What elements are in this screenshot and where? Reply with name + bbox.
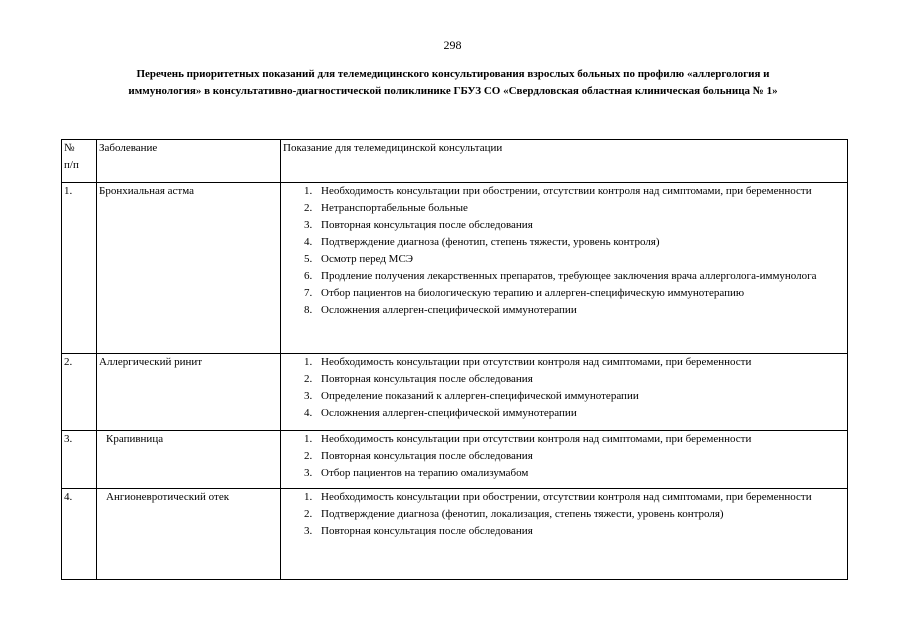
- item-text: Необходимость консультации при обострении, отсутствии контроля над симптомами, при беременности: [321, 185, 812, 197]
- indication-cell: [281, 431, 848, 489]
- header-disease: Заболевание: [97, 140, 281, 183]
- table-header-row: [62, 140, 848, 183]
- item-number: 4.: [304, 236, 313, 248]
- indication-list: [283, 183, 847, 319]
- item-number: 3.: [304, 219, 313, 231]
- item-number: 4.: [304, 407, 313, 419]
- item-number: 2.: [304, 450, 313, 462]
- item-number: 7.: [304, 287, 313, 299]
- item-text: Продление получения лекарственных препаратов, требующее заключения врача аллерголога-иммунолога: [321, 270, 817, 282]
- list-item: [283, 217, 847, 234]
- list-item: [283, 268, 847, 285]
- indication-list: [283, 489, 847, 540]
- table-row: [62, 431, 848, 489]
- list-item: [283, 371, 847, 388]
- item-text: Осмотр перед МСЭ: [321, 253, 414, 265]
- item-number: 2.: [304, 373, 313, 385]
- item-text: Нетранспортабельные больные: [321, 202, 468, 214]
- list-item: [283, 431, 847, 448]
- item-number: 6.: [304, 270, 313, 282]
- item-number: 3.: [304, 467, 313, 479]
- item-text: Необходимость консультации при обострении, отсутствии контроля над симптомами, при беременности: [321, 491, 812, 503]
- list-item: [283, 448, 847, 465]
- indication-list: [283, 354, 847, 422]
- item-text: Осложнения аллерген-специфической иммунотерапии: [321, 407, 577, 419]
- item-number: 5.: [304, 253, 313, 265]
- item-number: 1.: [304, 491, 313, 503]
- list-item: [283, 465, 847, 482]
- title-line-2: иммунология» в консультативно-диагностической поликлинике ГБУЗ СО «Свердловская областная клиническая больница № 1»: [128, 85, 778, 97]
- header-number: [62, 140, 97, 183]
- item-text: Осложнения аллерген-специфической иммунотерапии: [321, 304, 577, 316]
- item-number: 8.: [304, 304, 313, 316]
- list-item: [283, 506, 847, 523]
- item-text: Подтверждение диагноза (фенотип, локализация, степень тяжести, уровень контроля): [321, 508, 724, 520]
- indication-cell: [281, 354, 848, 431]
- item-text: Повторная консультация после обследования: [321, 450, 533, 462]
- row-number: 2.: [62, 354, 97, 431]
- table-row: [62, 354, 848, 431]
- page-number: 298: [443, 38, 462, 52]
- header-number-line2: п/п: [64, 159, 79, 171]
- item-text: Необходимость консультации при отсутствии контроля над симптомами, при беременности: [321, 433, 752, 445]
- list-item: [283, 183, 847, 200]
- item-text: Необходимость консультации при отсутствии контроля над симптомами, при беременности: [321, 356, 752, 368]
- indications-table: [61, 139, 848, 580]
- item-number: 3.: [304, 390, 313, 402]
- list-item: [283, 285, 847, 302]
- list-item: [283, 405, 847, 422]
- list-item: [283, 302, 847, 319]
- list-item: [283, 354, 847, 371]
- item-text: Отбор пациентов на биологическую терапию и аллерген-специфическую иммунотерапию: [321, 287, 745, 299]
- disease-name: Бронхиальная астма: [97, 183, 281, 354]
- row-number: 3.: [62, 431, 97, 489]
- item-text: Отбор пациентов на терапию омализумабом: [321, 467, 529, 479]
- header-indication: Показание для телемедицинской консультации: [281, 140, 848, 183]
- table-row: [62, 489, 848, 580]
- table-row: [62, 183, 848, 354]
- item-number: 1.: [304, 356, 313, 368]
- list-item: [283, 234, 847, 251]
- header-number-line1: №: [64, 142, 75, 154]
- row-number: 1.: [62, 183, 97, 354]
- indication-cell: [281, 489, 848, 580]
- item-text: Повторная консультация после обследования: [321, 525, 533, 537]
- item-number: 2.: [304, 202, 313, 214]
- indication-list: [283, 431, 847, 482]
- disease-name: Крапивница: [97, 431, 281, 489]
- list-item: [283, 200, 847, 217]
- item-number: 3.: [304, 525, 313, 537]
- disease-name: Аллергический ринит: [97, 354, 281, 431]
- item-number: 1.: [304, 185, 313, 197]
- title-line-1: Перечень приоритетных показаний для телемедицинского консультирования взрослых больных по профилю «аллергология и: [136, 68, 770, 80]
- indication-cell: [281, 183, 848, 354]
- item-text: Повторная консультация после обследования: [321, 373, 533, 385]
- item-text: Определение показаний к аллерген-специфической иммунотерапии: [321, 390, 639, 402]
- list-item: [283, 388, 847, 405]
- item-number: 2.: [304, 508, 313, 520]
- disease-name: Ангионевротический отек: [97, 489, 281, 580]
- row-number: 4.: [62, 489, 97, 580]
- item-number: 1.: [304, 433, 313, 445]
- list-item: [283, 489, 847, 506]
- document-title: [60, 66, 846, 100]
- list-item: [283, 251, 847, 268]
- list-item: [283, 523, 847, 540]
- item-text: Повторная консультация после обследования: [321, 219, 533, 231]
- item-text: Подтверждение диагноза (фенотип, степень тяжести, уровень контроля): [321, 236, 660, 248]
